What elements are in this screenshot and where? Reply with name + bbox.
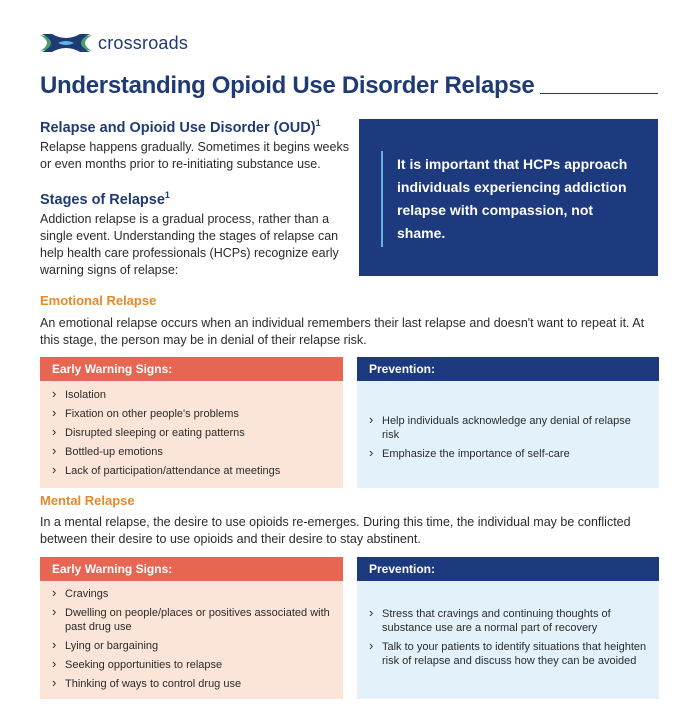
mental-prevention-title: Prevention: — [357, 557, 659, 581]
list-item: › Seeking opportunities to relapse — [52, 658, 333, 672]
stages-heading-text: Stages of Relapse — [40, 191, 165, 208]
emotional-paragraph: An emotional relapse occurs when an individual remembers their last relapse and doesn't want to repeat it. At this stage, the person may be in denial of their relapse risk. — [40, 316, 645, 347]
mental-warning-body — [40, 581, 343, 699]
mental-prevention-box — [357, 557, 659, 699]
emotional-prevention-body — [357, 381, 659, 488]
list-item: › Help individuals acknowledge any denial of relapse risk — [369, 414, 649, 442]
emotional-prevention-title: Prevention: — [357, 357, 659, 381]
crossroads-logo — [38, 30, 188, 56]
brand-name: crossroads — [98, 32, 189, 53]
oud-heading — [40, 118, 321, 136]
stages-heading-ref: 1 — [164, 190, 170, 200]
list-item: › Stress that cravings and continuing thoughts of substance use are a normal part of recovery — [369, 607, 649, 635]
list-item: › Talk to your patients to identify situations that heighten risk of relapse and discuss how they can be avoided — [369, 640, 649, 668]
emotional-heading: Emotional Relapse — [40, 293, 157, 308]
list-item: › Lying or bargaining — [52, 639, 333, 653]
stages-paragraph: Addiction relapse is a gradual process, rather than a single event. Understanding the stages of relapse can help health care professionals (HCPs) recognize early warning signs of relapse: — [40, 212, 339, 277]
mental-prevention-body — [357, 581, 659, 699]
oud-heading-text: Relapse and Opioid Use Disorder (OUD) — [40, 119, 316, 136]
emotional-warning-box — [40, 357, 343, 488]
title-rule — [540, 93, 658, 94]
emotional-prevention-box — [357, 357, 659, 488]
list-item: › Dwelling on people/places or positives associated with past drug use — [52, 606, 333, 634]
oud-paragraph: Relapse happens gradually. Sometimes it begins weeks or even months prior to re-initiating substance use. — [40, 140, 349, 171]
callout-text: It is important that HCPs approach individuals experiencing addiction relapse with compassion, not shame. — [397, 156, 628, 241]
list-item: › Disrupted sleeping or eating patterns — [52, 426, 333, 440]
list-item: › Lack of participation/attendance at meetings — [52, 464, 333, 478]
list-item: › Isolation — [52, 388, 333, 402]
mental-heading: Mental Relapse — [40, 493, 135, 508]
emotional-prevention-list — [369, 414, 649, 466]
crossroads-x-icon — [38, 31, 94, 55]
list-item: › Bottled-up emotions — [52, 445, 333, 459]
stages-heading — [40, 190, 170, 208]
list-item: › Fixation on other people's problems — [52, 407, 333, 421]
callout-box — [359, 119, 658, 276]
callout-accent-bar — [381, 151, 383, 247]
mental-warning-title: Early Warning Signs: — [40, 557, 343, 581]
mental-warning-box — [40, 557, 343, 699]
list-item: › Emphasize the importance of self-care — [369, 447, 649, 461]
emotional-warning-title: Early Warning Signs: — [40, 357, 343, 381]
list-item: › Cravings — [52, 587, 333, 601]
oud-heading-ref: 1 — [315, 118, 321, 128]
mental-warning-list — [52, 587, 333, 696]
page-title: Understanding Opioid Use Disorder Relapse — [40, 72, 535, 99]
emotional-warning-list — [52, 388, 333, 483]
list-item: › Thinking of ways to control drug use — [52, 677, 333, 691]
mental-paragraph: In a mental relapse, the desire to use opioids re-emerges. During this time, the individual may be conflicted between their desire to use opioids and their desire to stay abstinent. — [40, 515, 631, 546]
page-title-row — [40, 72, 658, 100]
emotional-warning-body — [40, 381, 343, 488]
mental-prevention-list — [369, 607, 649, 673]
